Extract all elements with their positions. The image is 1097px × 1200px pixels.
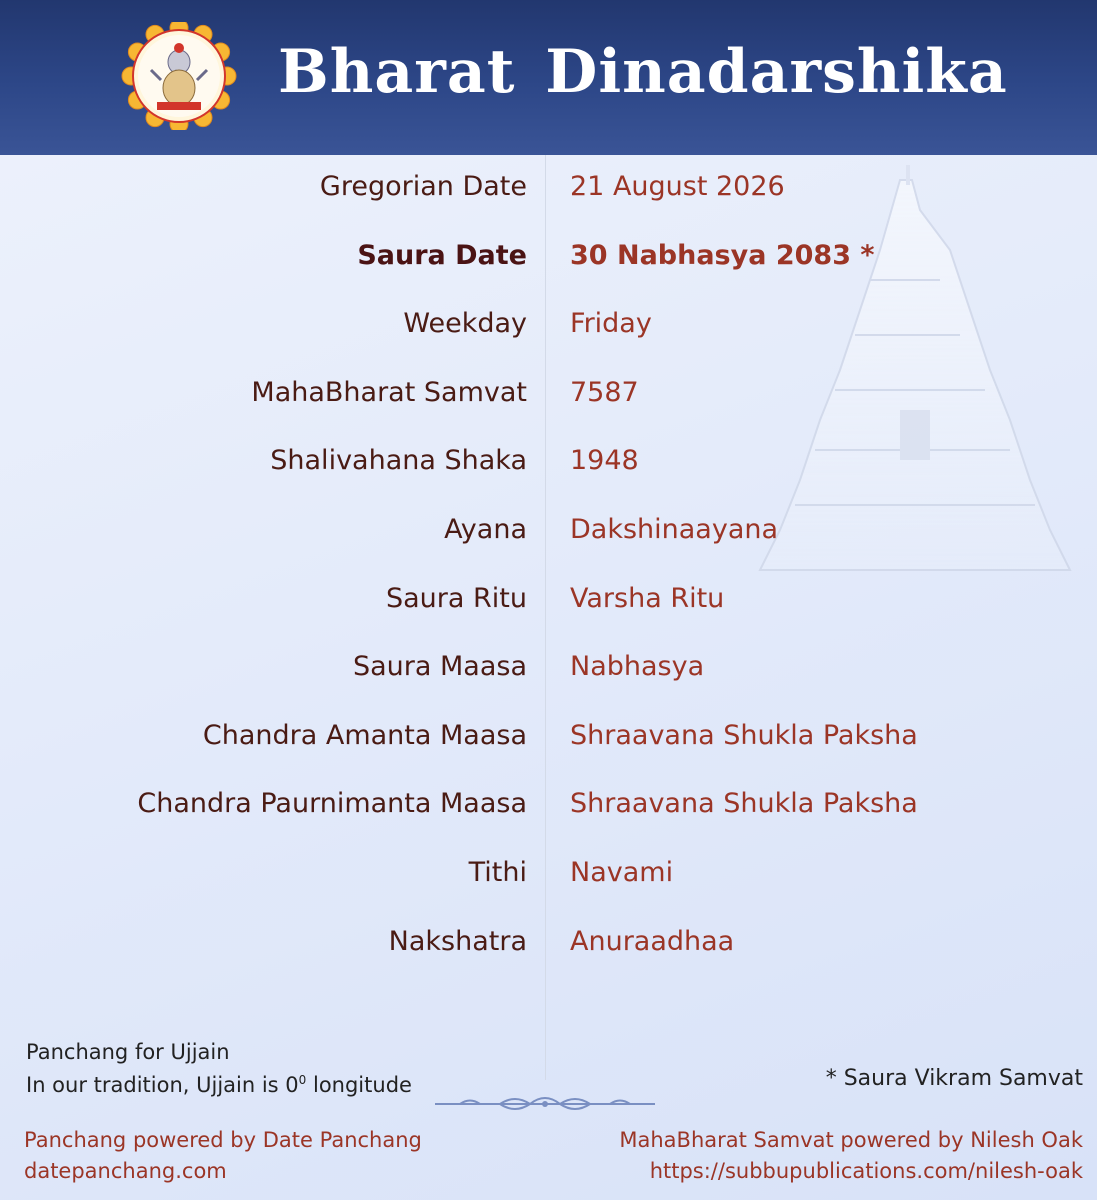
row-label: Gregorian Date	[319, 171, 527, 202]
row-label: Saura Ritu	[386, 582, 527, 614]
row-value: Shraavana Shukla Paksha	[570, 719, 918, 751]
row-value: Nabhasya	[570, 651, 705, 683]
row-label: MahaBharat Samvat	[251, 376, 527, 408]
row-value: 1948	[570, 445, 639, 477]
table-row	[0, 647, 1097, 687]
row-label: Chandra Paurnimanta Maasa	[137, 788, 527, 820]
degree-superscript: 0	[298, 1073, 307, 1087]
table-row	[0, 922, 1097, 962]
row-label: Saura Date	[357, 239, 527, 271]
table-row	[0, 579, 1097, 619]
longitude-prefix: In our tradition, Ujjain is 0	[26, 1073, 299, 1097]
date-panchang-link[interactable]: datepanchang.com	[24, 1159, 227, 1183]
row-value: Friday	[570, 308, 652, 340]
nilesh-oak-credit-text: MahaBharat Samvat powered by Nilesh Oak	[619, 1128, 1083, 1152]
ganesha-logo-icon	[120, 22, 238, 130]
longitude-text	[26, 1066, 412, 1099]
location-note	[26, 1038, 412, 1099]
row-label: Chandra Amanta Maasa	[202, 719, 527, 751]
row-value: Varsha Ritu	[570, 582, 725, 614]
table-row	[0, 167, 1097, 207]
date-panchang-credit	[24, 1125, 422, 1187]
nilesh-oak-link[interactable]: https://subbupublications.com/nilesh-oak	[649, 1159, 1083, 1183]
row-value: Dakshinaayana	[570, 514, 779, 545]
row-value: 21 August 2026	[570, 171, 785, 202]
location-text: Panchang for Ujjain	[26, 1040, 230, 1064]
row-label: Shalivahana Shaka	[270, 445, 527, 477]
table-row	[0, 510, 1097, 550]
row-label: Saura Maasa	[352, 651, 527, 683]
page-title: Bharat Dinadarshika	[278, 37, 1008, 107]
table-row	[0, 853, 1097, 893]
table-row	[0, 236, 1097, 276]
header-banner	[0, 0, 1097, 155]
saura-footnote: * Saura Vikram Samvat	[825, 1066, 1083, 1091]
row-label: Weekday	[403, 308, 527, 340]
date-panchang-credit-text: Panchang powered by Date Panchang	[24, 1128, 422, 1152]
table-row	[0, 373, 1097, 413]
flourish-divider-icon	[430, 1092, 660, 1116]
table-row	[0, 441, 1097, 481]
row-value: 30 Nabhasya 2083 *	[570, 239, 875, 271]
row-label: Tithi	[468, 857, 527, 888]
row-label: Ayana	[444, 514, 527, 545]
longitude-suffix: longitude	[306, 1073, 412, 1097]
row-value: 7587	[570, 376, 639, 408]
table-row	[0, 304, 1097, 344]
row-value: Navami	[570, 857, 674, 888]
row-value: Shraavana Shukla Paksha	[570, 788, 918, 820]
table-row	[0, 784, 1097, 824]
row-label: Nakshatra	[388, 925, 527, 957]
row-value: Anuraadhaa	[570, 925, 735, 957]
table-row	[0, 716, 1097, 756]
nilesh-oak-credit	[619, 1125, 1083, 1187]
